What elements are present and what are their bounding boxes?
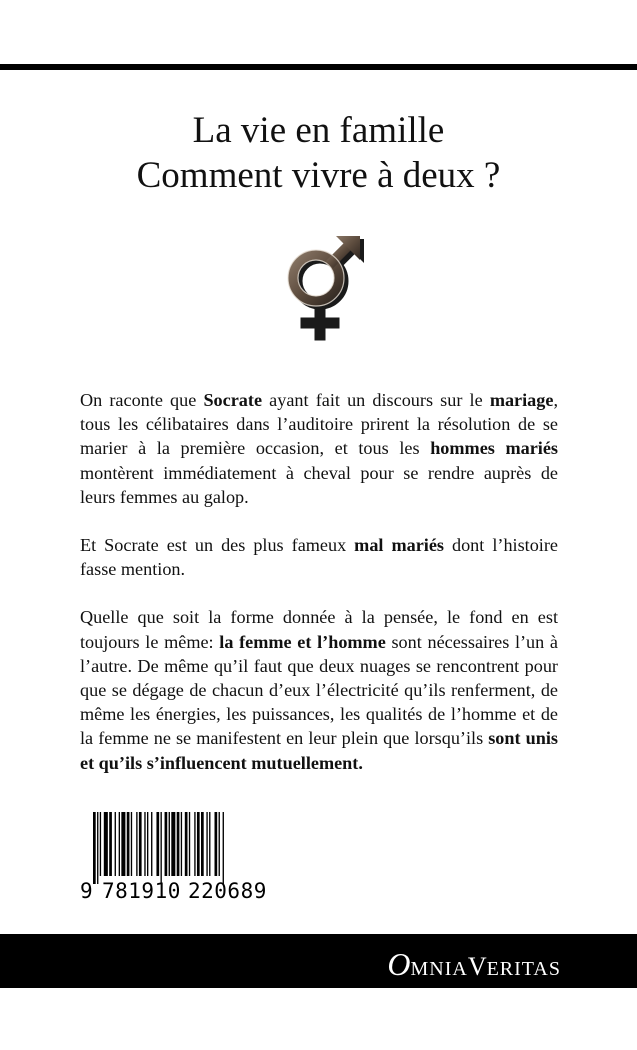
barcode-bar — [219, 812, 220, 876]
barcode-bars — [93, 812, 224, 884]
emphasis-text: Socrate — [203, 390, 263, 410]
barcode-bar — [209, 812, 210, 876]
barcode-bar — [131, 812, 132, 876]
emphasis-text: mal mariés — [354, 535, 444, 556]
emphasis-text: la femme et l’homme — [219, 631, 386, 652]
barcode-bar — [181, 812, 182, 876]
paragraph-text: On raconte que — [80, 390, 204, 410]
barcode-bar — [109, 812, 112, 876]
publisher-logo-part-1: O — [387, 946, 411, 982]
barcode-bar — [169, 812, 170, 876]
paragraph-1 — [80, 388, 558, 509]
barcode-bar — [100, 812, 101, 876]
barcode-bar — [189, 812, 190, 876]
barcode-bar — [97, 812, 98, 884]
page-title — [0, 108, 637, 198]
barcode-bar — [139, 812, 142, 876]
barcode-bar — [161, 812, 162, 884]
barcode-bar — [197, 812, 200, 876]
barcode-bar — [215, 812, 218, 876]
barcode-bar — [185, 812, 188, 876]
paragraph-text: montèrent immédiatement à cheval pour se rendre auprès de leurs femmes au galop. — [80, 462, 558, 507]
barcode-bar — [151, 812, 152, 876]
paragraph-3 — [80, 605, 558, 774]
barcode-bar — [177, 812, 180, 876]
barcode-bar — [147, 812, 148, 876]
barcode-bar — [201, 812, 204, 876]
paragraph-text: , tous les célibataires dans l’auditoire prirent la résolution de se marier à la première occasion, et tous les — [80, 390, 558, 459]
barcode-digits-group-2: 781910 — [102, 879, 181, 902]
barcode-bar — [115, 812, 116, 876]
barcode-bar — [223, 812, 224, 884]
publisher-logo — [387, 946, 561, 983]
barcode-bar — [93, 812, 96, 884]
barcode-digits-group-3: 220689 — [188, 879, 267, 902]
title-line-1: La vie en famille — [192, 110, 445, 151]
barcode-bar — [119, 812, 120, 876]
barcode-bar — [171, 812, 175, 876]
barcode-bar — [104, 812, 108, 876]
barcode-bar — [144, 812, 145, 876]
paragraph-text: ayant fait un discours sur le — [262, 390, 490, 410]
publisher-logo-part-4: ERITAS — [486, 958, 561, 980]
top-rule — [0, 64, 637, 70]
barcode-bar — [194, 812, 195, 876]
publisher-logo-part-3: V — [467, 952, 487, 981]
paragraph-text: Quelle que soit la forme donnée à la pensée, le fond en est toujours le même: — [80, 607, 558, 652]
emphasis-text: sont unis et qu’ils s’influencent mutuellement. — [80, 728, 558, 773]
barcode-bar — [127, 812, 130, 876]
emphasis-text: mariage — [489, 390, 554, 410]
barcode-bar — [121, 812, 125, 876]
barcode-bar — [156, 812, 159, 876]
back-cover-text — [80, 388, 558, 799]
paragraph-2 — [80, 533, 558, 581]
paragraph-text: dont l’histoire fasse mention. — [80, 535, 558, 580]
paragraph-text: Et Socrate est un des plus fameux — [80, 535, 355, 556]
emphasis-text: hommes mariés — [430, 438, 559, 459]
barcode-bar — [136, 812, 137, 876]
barcode-bar — [165, 812, 168, 876]
title-line-2: Comment vivre à deux ? — [136, 155, 501, 196]
isbn-barcode — [80, 812, 272, 902]
paragraph-text: sont nécessaires l’un à l’autre. De même qu’il faut que deux nuages se rencontrent pour que se dégage de chacun d’eux l’électricité qu’ils renferment, de même les énergies, les puissances, les qualités de l’homme et de la femme ne se manifestent en leur plein que lorsqu’ils — [80, 631, 558, 749]
barcode-digits-group-1: 9 — [80, 879, 93, 902]
publisher-logo-part-2: MNIA — [410, 958, 468, 980]
barcode-bar — [206, 812, 207, 876]
male-female-symbol-icon — [276, 232, 366, 344]
